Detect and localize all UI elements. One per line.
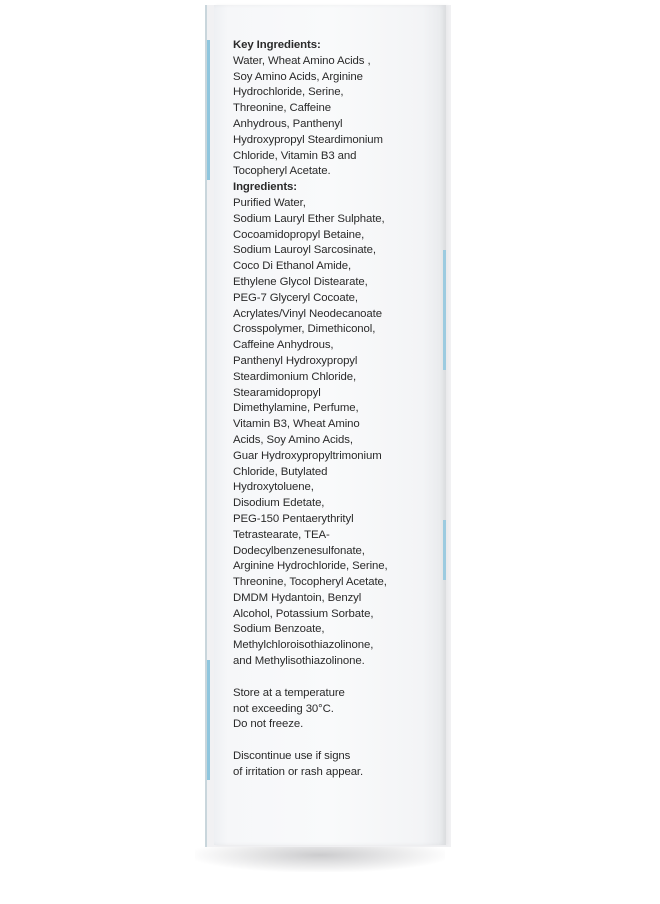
text-line: Do not freeze.: [233, 718, 304, 731]
text-line: Threonine, Tocopheryl Acetate,: [233, 576, 387, 589]
key-ingredients-list: [233, 54, 433, 180]
text-line: Ethylene Glycol Distearate,: [233, 275, 368, 288]
text-line: Coco Di Ethanol Amide,: [233, 260, 352, 273]
text-line: not exceeding 30°C.: [233, 702, 334, 715]
text-line: Caffeine Anhydrous,: [233, 339, 334, 352]
text-line: Tetrastearate, TEA-: [233, 528, 330, 541]
text-line: Vitamin B3, Wheat Amino: [233, 418, 360, 431]
text-line: Threonine, Caffeine: [233, 102, 331, 115]
text-line: Sodium Benzoate,: [233, 623, 325, 636]
side-accent-stripe: [207, 660, 210, 780]
text-line: PEG-7 Glyceryl Cocoate,: [233, 291, 358, 304]
text-line: Alcohol, Potassium Sorbate,: [233, 607, 374, 620]
text-line: Cocoamidopropyl Betaine,: [233, 228, 365, 241]
text-line: and Methylisothiazolinone.: [233, 655, 365, 668]
text-line: Acrylates/Vinyl Neodecanoate: [233, 307, 382, 320]
text-line: Dimethylamine, Perfume,: [233, 402, 359, 415]
text-line: Crosspolymer, Dimethiconol,: [233, 323, 376, 336]
storage-instructions: [233, 686, 433, 733]
text-line: Purified Water,: [233, 196, 306, 209]
text-line: Anhydrous, Panthenyl: [233, 117, 343, 130]
text-line: Chloride, Butylated: [233, 465, 328, 478]
text-line: Acids, Soy Amino Acids,: [233, 433, 353, 446]
text-line: Dodecylbenzenesulfonate,: [233, 544, 365, 557]
text-line: DMDM Hydantoin, Benzyl: [233, 591, 362, 604]
text-line: Water, Wheat Amino Acids ,: [233, 54, 371, 67]
text-line: Hydroxytoluene,: [233, 481, 314, 494]
ingredients-label-text: [233, 38, 433, 781]
text-line: Disodium Edetate,: [233, 497, 325, 510]
text-line: Hydrochloride, Serine,: [233, 86, 344, 99]
text-line: Soy Amino Acids, Arginine: [233, 70, 363, 83]
text-line: PEG-150 Pentaerythrityl: [233, 512, 354, 525]
ingredients-heading: Ingredients:: [233, 181, 297, 194]
text-line: Steardimonium Chloride,: [233, 370, 357, 383]
text-line: Sodium Lauryl Ether Sulphate,: [233, 212, 385, 225]
text-line: Chloride, Vitamin B3 and: [233, 149, 357, 162]
text-line: Hydroxypropyl Steardimonium: [233, 133, 383, 146]
text-line: Discontinue use if signs: [233, 750, 351, 763]
ingredients-list: [233, 196, 433, 670]
key-ingredients-heading: Key Ingredients:: [233, 39, 321, 51]
text-line: Panthenyl Hydroxypropyl: [233, 354, 358, 367]
warning-text: [233, 749, 433, 781]
text-line: Methylchloroisothiazolinone,: [233, 639, 374, 652]
text-line: Stearamidopropyl: [233, 386, 321, 399]
text-line: Tocopheryl Acetate.: [233, 165, 331, 178]
side-accent-stripe: [443, 520, 446, 580]
side-accent-stripe: [207, 40, 210, 180]
text-line: of irritation or rash appear.: [233, 766, 364, 779]
text-line: Sodium Lauroyl Sarcosinate,: [233, 244, 376, 257]
text-line: Arginine Hydrochloride, Serine,: [233, 560, 388, 573]
side-accent-stripe: [443, 250, 446, 370]
text-line: Store at a temperature: [233, 686, 345, 699]
text-line: Guar Hydroxypropyltrimonium: [233, 449, 382, 462]
